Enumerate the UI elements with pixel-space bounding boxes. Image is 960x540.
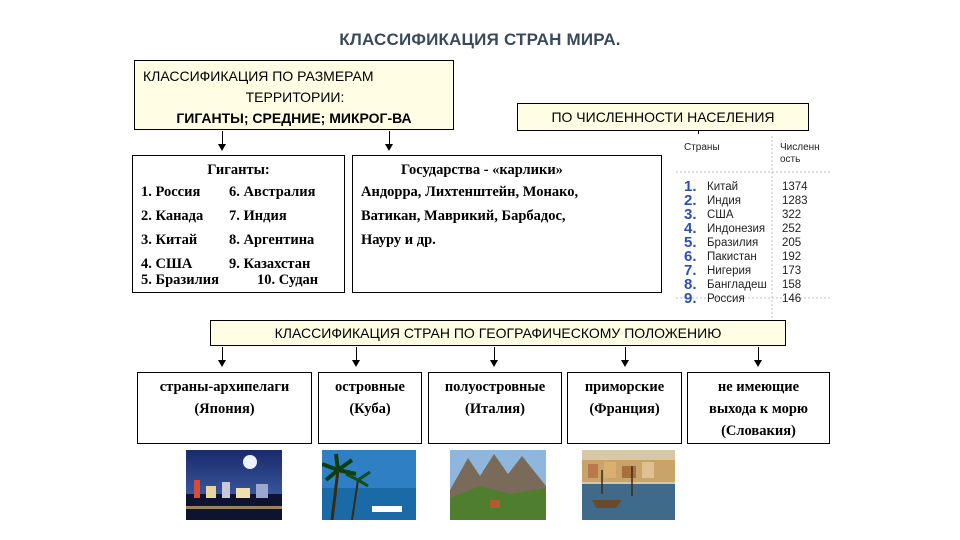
table-row-number: 7.	[684, 262, 697, 279]
size-box-line3: ГИГАНТЫ; СРЕДНИЕ; МИКРОГ-ВА	[176, 110, 412, 126]
list-item	[229, 256, 310, 273]
table-row-number: 1.	[684, 178, 697, 195]
geo-classification-box	[210, 320, 786, 346]
geo-type-label: не имеющие	[717, 379, 800, 395]
giants-country: 2. Канада	[141, 208, 204, 224]
list-item	[141, 232, 197, 249]
arrow-down-icon	[490, 360, 498, 367]
arrow-down-icon	[385, 144, 393, 151]
geo-type-example: (Франция)	[589, 401, 660, 417]
table-row-country: Нигерия	[707, 265, 752, 277]
geo-type-island	[318, 372, 422, 444]
table-row-country: Россия	[707, 293, 745, 305]
geo-type-coastal	[567, 372, 682, 444]
photo-france-harbor	[582, 450, 675, 520]
table-row-value: 173	[782, 265, 802, 277]
table-row-country: Бангладеш	[707, 279, 767, 291]
table-row-value: 205	[782, 237, 802, 249]
list-item	[257, 272, 318, 289]
giants-heading: Гиганты:	[207, 162, 270, 178]
micro-line: Науру и др.	[361, 232, 436, 248]
micro-line: Андорра, Лихтенштейн, Монако,	[361, 184, 579, 200]
list-item	[141, 184, 200, 201]
connector-line	[494, 347, 495, 361]
giants-box	[132, 155, 345, 293]
size-box-line1: КЛАССИФИКАЦИЯ ПО РАЗМЕРАМ	[143, 68, 374, 84]
table-row-country: Китай	[707, 181, 739, 193]
connector-line	[356, 347, 357, 361]
photo-cuba-palms	[322, 450, 416, 520]
giants-country: 5. Бразилия	[141, 272, 219, 288]
geo-type-example: (Словакия)	[721, 423, 796, 439]
giants-country: 3. Китай	[141, 232, 198, 248]
geo-type-label: страны-архипелаги	[159, 379, 290, 395]
giants-country: 9. Казахстан	[229, 256, 311, 272]
table-row-number: 3.	[684, 206, 697, 223]
table-header-population-cont: ость	[780, 154, 801, 165]
geo-type-landlocked	[687, 372, 830, 444]
table-row-value: 252	[782, 223, 802, 235]
geo-type-label: островные	[335, 379, 405, 395]
arrow-down-icon	[218, 360, 226, 367]
geo-type-peninsula	[428, 372, 562, 444]
geo-type-label: приморские	[584, 379, 665, 395]
list-item	[141, 208, 203, 225]
table-header-population: Численн	[780, 142, 820, 153]
table-row-number: 4.	[684, 220, 697, 237]
table-row-value: 192	[782, 251, 802, 263]
list-item	[141, 256, 192, 273]
size-classification-box	[134, 60, 454, 130]
list-item	[229, 208, 287, 225]
table-row-value: 1283	[782, 195, 808, 207]
population-table	[676, 136, 830, 318]
geo-type-archipelago	[137, 372, 312, 444]
table-row-country: Индонезия	[707, 223, 766, 235]
giants-country: 8. Аргентина	[229, 232, 315, 248]
geo-box-label: КЛАССИФИКАЦИЯ СТРАН ПО ГЕОГРАФИЧЕСКОМУ ПОЛОЖЕНИЮ	[274, 325, 722, 341]
giants-country: 7. Индия	[229, 208, 287, 224]
table-row-number: 9.	[684, 290, 697, 307]
giants-country: 6. Австралия	[229, 184, 316, 200]
micro-states-box	[352, 155, 662, 293]
page-title: КЛАССИФИКАЦИЯ СТРАН МИРА.	[339, 30, 621, 49]
giants-country: 1. Россия	[141, 184, 201, 200]
giants-country: 4. США	[141, 256, 193, 272]
geo-type-example: (Италия)	[465, 401, 525, 417]
micro-heading: Государства - «карлики»	[401, 162, 563, 178]
photo-japan-night-city	[186, 450, 282, 520]
table-row-country: США	[707, 209, 734, 221]
arrow-down-icon	[754, 360, 762, 367]
table-row-number: 6.	[684, 248, 697, 265]
table-row-value: 1374	[782, 181, 808, 193]
list-item	[229, 184, 316, 201]
table-header-countries: Страны	[684, 142, 720, 153]
table-row-country: Бразилия	[707, 237, 759, 249]
arrow-down-icon	[218, 144, 226, 151]
population-box-label: ПО ЧИСЛЕННОСТИ НАСЕЛЕНИЯ	[551, 109, 775, 125]
table-row-country: Индия	[707, 195, 741, 207]
table-row-country: Пакистан	[707, 251, 757, 263]
table-row-value: 158	[782, 279, 802, 291]
table-row-number: 8.	[684, 276, 697, 293]
connector-line	[698, 131, 699, 134]
table-row-number: 2.	[684, 192, 697, 209]
arrow-down-icon	[352, 360, 360, 367]
geo-type-label: выхода к морю	[709, 401, 808, 417]
connector-line	[389, 131, 390, 145]
geo-type-example: (Япония)	[194, 401, 255, 417]
micro-line: Ватикан, Маврикий, Барбадос,	[361, 208, 566, 224]
connector-line	[222, 347, 223, 361]
table-row-number: 5.	[684, 234, 697, 251]
giants-country: 10. Судан	[257, 272, 319, 288]
connector-line	[625, 347, 626, 361]
table-row-value: 146	[782, 293, 802, 305]
photo-italy-mountains	[450, 450, 546, 520]
connector-line	[222, 131, 223, 145]
geo-type-label: полуостровные	[444, 379, 546, 395]
table-row-value: 322	[782, 209, 802, 221]
connector-line	[758, 347, 759, 361]
list-item	[141, 272, 219, 289]
arrow-down-icon	[621, 360, 629, 367]
population-box	[517, 103, 809, 131]
list-item	[229, 232, 314, 249]
size-box-line2: ТЕРРИТОРИИ:	[245, 89, 345, 105]
geo-type-example: (Куба)	[349, 401, 391, 417]
